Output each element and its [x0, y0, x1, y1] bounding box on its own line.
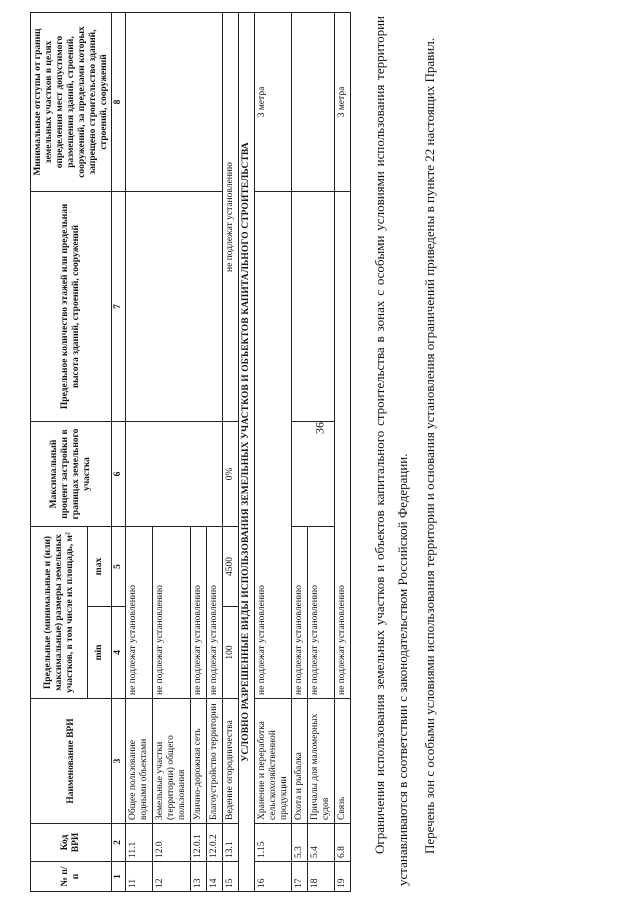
row-code: 12.0.1: [190, 824, 206, 862]
body-text: [369, 12, 441, 892]
row-size: не подлежат установлению: [206, 527, 222, 699]
row-code: 5.3: [292, 824, 308, 862]
row-min: 100: [222, 607, 238, 699]
row-name: Земельные участки (территории) общего пользования: [153, 699, 191, 824]
row-floors: [292, 191, 335, 421]
row-name: Улично-дорожная сеть: [190, 699, 206, 824]
col-number: 5: [112, 527, 126, 607]
row-floors: [126, 191, 222, 421]
row-num: 16: [254, 862, 292, 892]
row-num: 13: [190, 862, 206, 892]
row-num: 18: [308, 862, 335, 892]
row-name: Общее пользование водными объектами: [126, 699, 153, 824]
header-setback: Минимальные отступы от границ земельных участков в целях определения мест допустимого размещения зданий, строений, сооружений, за пределами которых запрещено строительство зданий, строений, сооружений: [31, 13, 112, 192]
row-name: Благоустройство территории: [206, 699, 222, 824]
header-min: min: [88, 607, 112, 699]
row-setback: 3 метра: [335, 13, 351, 192]
table-row: [126, 13, 153, 892]
row-size-pct-floors: не подлежат установлению: [335, 191, 351, 698]
col-number: 1: [112, 862, 126, 892]
table-row: [254, 13, 292, 892]
header-name: Наименование ВРИ: [31, 699, 112, 824]
section-title: УСЛОВНО РАЗРЕШЕННЫЕ ВИДЫ ИСПОЛЬЗОВАНИЯ ЗЕМЕЛЬНЫХ УЧАСТКОВ И ОБЪЕКТОВ КАПИТАЛЬНОГО СТРОИТЕЛЬСТВА: [238, 13, 254, 892]
row-setback: [292, 13, 335, 192]
land-use-table: [30, 12, 351, 892]
col-number: 3: [112, 699, 126, 824]
table-row: [335, 13, 351, 892]
col-number: 7: [112, 191, 126, 421]
table-header-row: [31, 13, 88, 892]
row-max: 4500: [222, 527, 238, 607]
row-name: Ведение огородничества: [222, 699, 238, 824]
row-size-pct-floors: не подлежат установлению: [254, 191, 292, 698]
row-code: 12.0: [153, 824, 191, 862]
row-num: 12: [153, 862, 191, 892]
header-num: № п/п: [31, 862, 112, 892]
row-size: не подлежат установлению: [190, 527, 206, 699]
col-number: 6: [112, 422, 126, 527]
paragraph: Перечень зон с особыми условиями использования территории и основания установления ограничений приведены в пункте 22 настоящих Правил.: [421, 38, 437, 854]
row-floors-setback: не подлежат установлению: [222, 13, 238, 422]
row-num: 15: [222, 862, 238, 892]
row-code: 1.15: [254, 824, 292, 862]
header-max: max: [88, 527, 112, 607]
row-code: 12.0.2: [206, 824, 222, 862]
rotated-page-content: [30, 12, 610, 892]
header-code: Код ВРИ: [31, 824, 112, 862]
col-number: 8: [112, 13, 126, 192]
row-setback: [126, 13, 222, 192]
paragraph: Ограничения использования земельных участков и объектов капитального строительства в зонах с особыми условиями использования территории устанавливаются в соответствии с законодательством Российской Федерации.: [372, 16, 410, 886]
section-row: [238, 13, 254, 892]
row-code: 11.1: [126, 824, 153, 862]
row-code: 13.1: [222, 824, 238, 862]
row-size: не подлежат установлению: [292, 527, 308, 699]
row-pct: [292, 422, 335, 527]
row-size: не подлежат установлению: [153, 527, 191, 699]
row-name: Причалы для маломерных судов: [308, 699, 335, 824]
table-row: [292, 13, 308, 892]
row-pct: 0%: [222, 422, 238, 527]
row-size: не подлежат установлению: [308, 527, 335, 699]
row-code: 5.4: [308, 824, 335, 862]
row-setback: 3 метра: [254, 13, 292, 192]
row-size: не подлежат установлению: [126, 527, 153, 699]
row-num: 14: [206, 862, 222, 892]
table-row: [222, 13, 238, 892]
page-number: 36: [312, 422, 327, 434]
header-floors: Предельное количество этажей или предельная высота зданий, строений, сооружений: [31, 191, 112, 421]
row-name: Охота и рыбалка: [292, 699, 308, 824]
row-num: 11: [126, 862, 153, 892]
row-name: Хранение и переработка сельскохозяйственной продукции: [254, 699, 292, 824]
column-numbers-row: [112, 13, 126, 892]
col-number: 2: [112, 824, 126, 862]
header-size: Предельные (минимальные и (или) максимальные) размеры земельных участков, в том числе их площадь, м²: [31, 527, 88, 699]
row-name: Связь: [335, 699, 351, 824]
col-number: 4: [112, 607, 126, 699]
row-code: 6.8: [335, 824, 351, 862]
row-num: 19: [335, 862, 351, 892]
row-num: 17: [292, 862, 308, 892]
header-pct: Максимальный процент застройки в границах земельного участка: [31, 422, 112, 527]
row-pct: [126, 422, 222, 527]
